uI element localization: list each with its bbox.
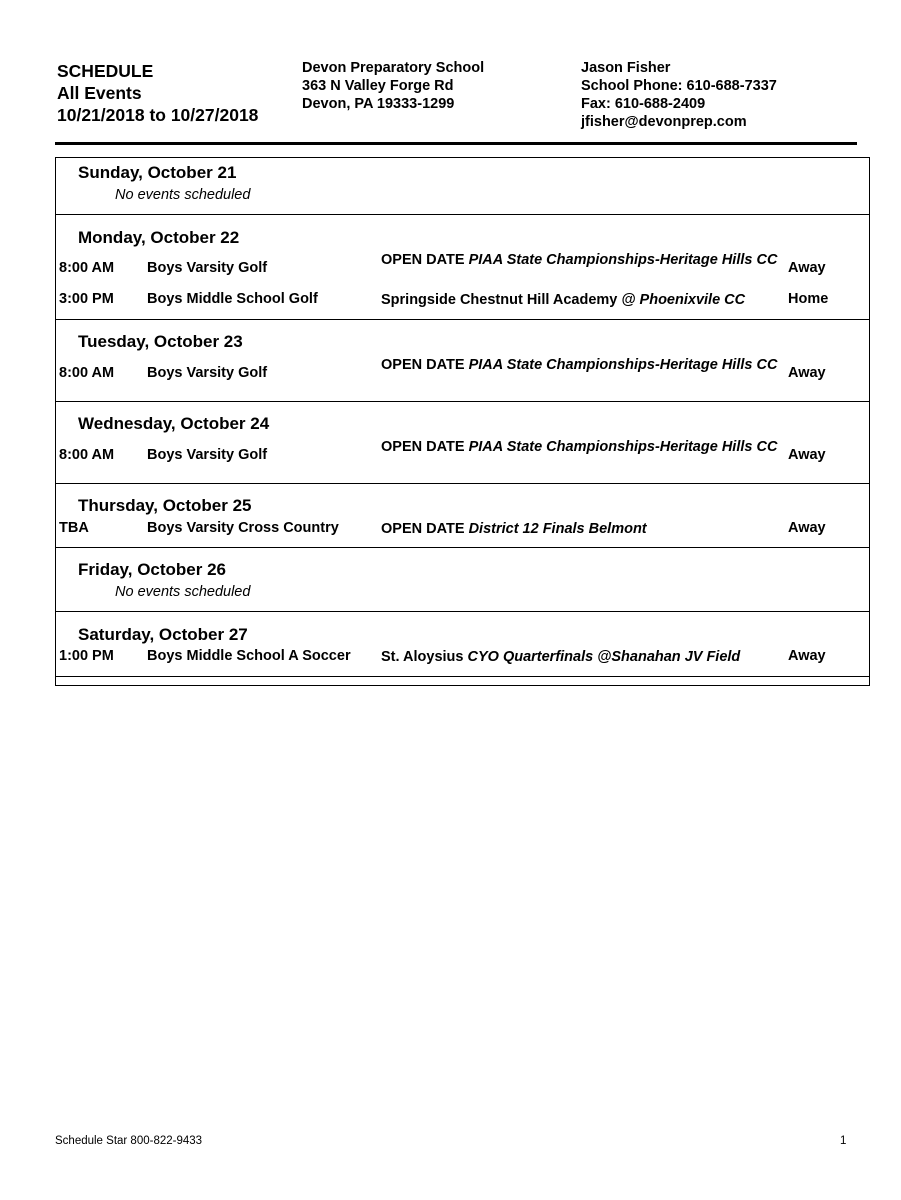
day-heading: Saturday, October 27 (78, 625, 248, 644)
event-opponent: St. Aloysius CYO Quarterfinals @Shanahan JV Field (381, 649, 741, 665)
day-divider (56, 611, 869, 612)
event-location: Away (788, 260, 826, 276)
day-divider (56, 319, 869, 320)
day-heading: Thursday, October 25 (78, 496, 252, 515)
school-name: Devon Preparatory School (302, 60, 485, 76)
event-team: Boys Varsity Golf (147, 365, 268, 381)
header-divider (55, 142, 857, 145)
school-city: Devon, PA 19333-1299 (302, 96, 455, 112)
event-time: 8:00 AM (59, 365, 115, 381)
event-opponent: OPEN DATE PIAA State Championships-Heritage Hills CC (381, 439, 778, 455)
contact-email: jfisher@devonprep.com (581, 114, 747, 130)
no-events-note: No events scheduled (115, 584, 251, 600)
school-address-block (302, 59, 484, 113)
event-opponent: OPEN DATE PIAA State Championships-Heritage Hills CC (381, 357, 778, 373)
event-location: Away (788, 520, 826, 536)
event-team: Boys Middle School A Soccer (147, 648, 351, 664)
day-heading: Tuesday, October 23 (78, 332, 243, 351)
event-opponent: OPEN DATE District 12 Finals Belmont (381, 521, 647, 537)
event-location: Away (788, 365, 826, 381)
contact-phone: School Phone: 610-688-7337 (581, 78, 777, 94)
event-opponent: Springside Chestnut Hill Academy @ Phoenixvile CC (381, 292, 746, 308)
day-divider (56, 214, 869, 215)
day-heading: Monday, October 22 (78, 228, 240, 247)
event-time: 1:00 PM (59, 648, 114, 664)
schedule-title: SCHEDULE (57, 61, 154, 81)
event-location: Away (788, 447, 826, 463)
schedule-date-range: 10/21/2018 to 10/27/2018 (57, 105, 259, 125)
event-location: Home (788, 291, 829, 307)
footer-company: Schedule Star 800-822-9433 (55, 1135, 203, 1147)
day-heading: Sunday, October 21 (78, 163, 237, 182)
event-time: 8:00 AM (59, 447, 115, 463)
day-divider (56, 547, 869, 548)
event-team: Boys Varsity Golf (147, 260, 268, 276)
schedule-filter: All Events (57, 83, 142, 103)
school-street: 363 N Valley Forge Rd (302, 78, 454, 94)
day-divider (56, 401, 869, 402)
event-time: TBA (59, 520, 89, 536)
contact-block (581, 59, 777, 131)
event-time: 8:00 AM (59, 260, 115, 276)
day-heading: Wednesday, October 24 (78, 414, 270, 433)
event-time: 3:00 PM (59, 291, 114, 307)
day-heading: Friday, October 26 (78, 560, 227, 579)
schedule-table (55, 157, 870, 686)
event-team: Boys Varsity Golf (147, 447, 268, 463)
event-team: Boys Varsity Cross Country (147, 520, 339, 536)
footer-page-number: 1 (840, 1135, 847, 1147)
event-location: Away (788, 648, 826, 664)
event-team: Boys Middle School Golf (147, 291, 318, 307)
contact-fax: Fax: 610-688-2409 (581, 96, 706, 112)
contact-name: Jason Fisher (581, 60, 671, 76)
schedule-title-block (57, 60, 258, 126)
no-events-note: No events scheduled (115, 187, 251, 203)
event-opponent: OPEN DATE PIAA State Championships-Heritage Hills CC (381, 252, 778, 268)
day-divider (56, 483, 869, 484)
day-divider (56, 676, 869, 677)
